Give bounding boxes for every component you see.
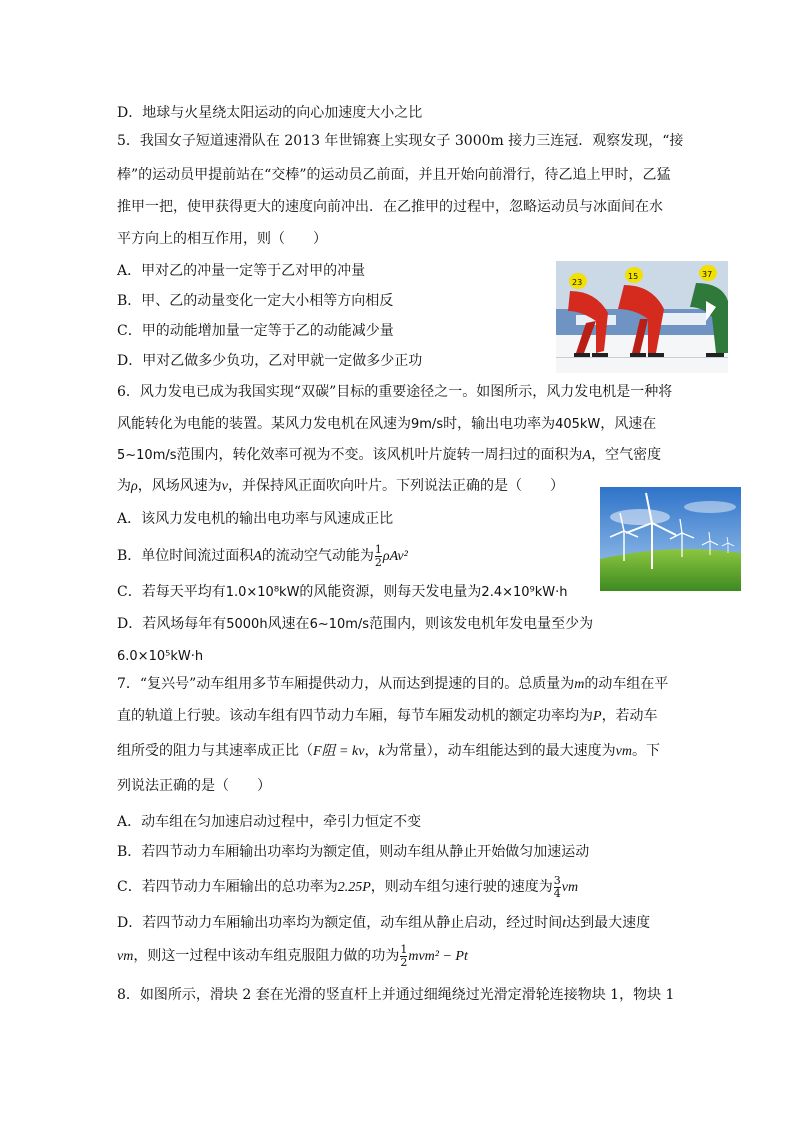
q6-option-a: A．该风力发电机的输出电功率与风速成正比: [117, 511, 394, 527]
q5-option-c: C．甲的动能增加量一定等于乙的动能减少量: [117, 323, 394, 339]
fraction-half: $\frac{1}{2}$: [374, 542, 382, 569]
q7-stem-line-1: 7．“复兴号”动车组用多节车厢提供动力，从而达到提速的目的。总质量为m的动车组在平: [117, 676, 669, 692]
q7-option-d: D．若四节动力车厢输出功率均为额定值，动车组从静止启动，经过时间t达到最大速度: [117, 915, 651, 931]
fraction-three-quarters: $\frac{3}{4}$: [553, 873, 561, 900]
q6-option-d: D．若风场每年有5000h风速在6~10m/s范围内，则该发电机年发电量至少为: [117, 616, 594, 632]
q6-stem-line-4: 为ρ，风场风速为v，并保持风正面吹向叶片。下列说法正确的是（ ）: [117, 478, 564, 494]
q6-option-c: C．若每天平均有1.0×10⁸kW的风能资源，则每天发电量为2.4×10⁹kW·h: [117, 584, 568, 600]
skater-number-23: 23: [572, 278, 583, 287]
q6-stem-line-2: 风能转化为电能的装置。某风力发电机在风速为9m/s时，输出电功率为405kW，风速在: [117, 416, 657, 432]
skater-number-15: 15: [628, 272, 639, 281]
q6-option-d-cont: 6.0×10⁵kW·h: [117, 649, 204, 664]
q6-option-b: B．单位时间流过面积A的流动空气动能为 $\frac{1}{2}$ ρAv²: [117, 542, 408, 569]
q7-option-a: A．动车组在匀加速启动过程中，牵引力恒定不变: [117, 814, 422, 830]
q5-stem-line-1: 5．我国女子短道速滑队在 2013 年世锦赛上实现女子 3000m 接力三连冠．观察发现，“接: [117, 133, 684, 149]
q5-stem-line-4: 平方向上的相互作用，则（ ）: [117, 231, 327, 247]
q7-stem-line-3: 组所受的阻力与其速率成正比（F阻 = kv，k为常量），动车组能达到的最大速度为vm。下: [117, 743, 660, 759]
q6-stem-line-1: 6．风力发电已成为我国实现“双碳”目标的重要途径之一。如图所示，风力发电机是一种将: [117, 384, 673, 400]
q7-option-b: B．若四节动力车厢输出功率均为额定值，则动车组从静止开始做匀加速运动: [117, 844, 590, 860]
fraction-half-2: $\frac{1}{2}$: [400, 942, 408, 969]
q5-stem-line-3: 推甲一把，使甲获得更大的速度向前冲出．在乙推甲的过程中，忽略运动员与冰面间在水: [117, 199, 663, 215]
wind-turbine-photo: [600, 487, 741, 591]
q6-stem-line-3: 5~10m/s范围内，转化效率可视为不变。该风机叶片旋转一周扫过的面积为A，空气密度: [117, 447, 662, 463]
q4-option-d: D．地球与火星绕太阳运动的向心加速度大小之比: [117, 105, 423, 121]
skater-number-37: 37: [702, 270, 713, 279]
speed-skating-photo: [556, 261, 728, 373]
q7-stem-line-4: 列说法正确的是（ ）: [117, 778, 271, 794]
q5-stem-line-2: 棒”的运动员甲提前站在“交棒”的运动员乙前面，并且开始向前滑行，待乙追上甲时，乙猛: [117, 167, 671, 183]
q7-option-c: C．若四节动力车厢输出的总功率为2.25P，则动车组匀速行驶的速度为 $\frac{3}{4}$ vm: [117, 873, 579, 900]
q5-option-d: D．甲对乙做多少负功，乙对甲就一定做多少正功: [117, 353, 423, 369]
q5-option-a: A．甲对乙的冲量一定等于乙对甲的冲量: [117, 263, 366, 279]
q7-stem-line-2: 直的轨道上行驶。该动车组有四节动力车厢，每节车厢发动机的额定功率均为P，若动车: [117, 708, 658, 724]
q7-option-d-cont: vm，则这一过程中该动车组克服阻力做的功为 $\frac{1}{2}$ mvm² − Pt: [117, 942, 468, 969]
q5-option-b: B．甲、乙的动量变化一定大小相等方向相反: [117, 293, 394, 309]
q8-stem-line-1: 8．如图所示，滑块 2 套在光滑的竖直杆上并通过细绳绕过光滑定滑轮连接物块 1，物块 1: [117, 987, 675, 1003]
